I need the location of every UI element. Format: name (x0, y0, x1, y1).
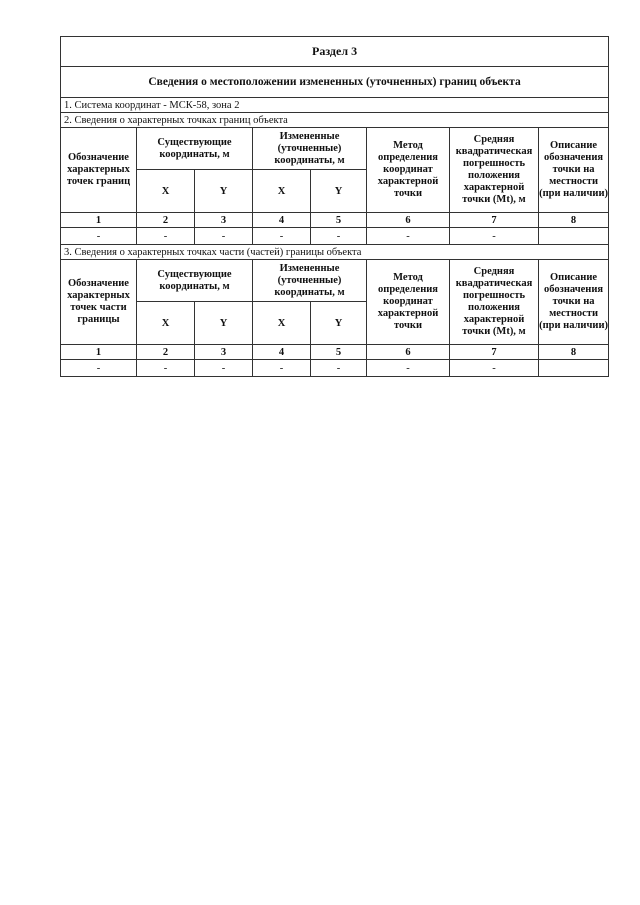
table-cell: - (137, 228, 195, 245)
part2-header-existing-y: Y (195, 302, 253, 345)
part2-header-existing: Существующие координаты, м (137, 260, 253, 302)
table-cell: - (195, 228, 253, 245)
table-cell: - (61, 228, 137, 245)
part2-header-method: Метод определения координат характерной точки (367, 260, 450, 345)
section-subtitle: Сведения о местоположении измененных (уточненных) границ объекта (61, 67, 609, 98)
part1-header-existing: Существующие координаты, м (137, 128, 253, 170)
column-number: 3 (195, 213, 253, 228)
part2-header-existing-x: X (137, 302, 195, 345)
column-number: 7 (450, 213, 539, 228)
part1-column-numbers (61, 213, 609, 228)
table-row (61, 360, 609, 377)
part2-header-changed-y: Y (311, 302, 367, 345)
column-number: 1 (61, 213, 137, 228)
part1-header-designation: Обозначение характерных точек границ (61, 128, 137, 213)
column-number: 3 (195, 345, 253, 360)
table-cell: - (253, 360, 311, 377)
table-cell: - (367, 360, 450, 377)
table-cell: - (367, 228, 450, 245)
part2-header-designation: Обозначение характерных точек части границы (61, 260, 137, 345)
column-number: 4 (253, 345, 311, 360)
part2-column-numbers (61, 345, 609, 360)
part1-heading: 2. Сведения о характерных точках границ объекта (61, 113, 609, 128)
part1-header-changed-x: X (253, 170, 311, 213)
table-cell: - (311, 228, 367, 245)
table-row (61, 228, 609, 245)
coord-system-line: 1. Система координат - МСК-58, зона 2 (61, 98, 609, 113)
part1-header-description: Описание обозначения точки на местности (при наличии) (539, 128, 609, 213)
column-number: 8 (539, 345, 609, 360)
column-number: 8 (539, 213, 609, 228)
column-number: 2 (137, 345, 195, 360)
document-sheet (60, 36, 608, 377)
part2-header-description: Описание обозначения точки на местности (при наличии) (539, 260, 609, 345)
part1-header-changed: Измененные (уточненные) координаты, м (253, 128, 367, 170)
column-number: 2 (137, 213, 195, 228)
section-title: Раздел 3 (61, 37, 609, 67)
part2-header-accuracy: Средняя квадратическая погрешность положения характерной точки (Mt), м (450, 260, 539, 345)
column-number: 4 (253, 213, 311, 228)
part2-header-changed-x: X (253, 302, 311, 345)
part2-heading: 3. Сведения о характерных точках части (частей) границы объекта (61, 245, 609, 260)
column-number: 1 (61, 345, 137, 360)
column-number: 6 (367, 213, 450, 228)
table-cell: - (311, 360, 367, 377)
part1-header-changed-y: Y (311, 170, 367, 213)
section-3-table (60, 36, 609, 377)
table-cell: - (450, 228, 539, 245)
table-cell (539, 228, 609, 245)
part1-header-accuracy: Средняя квадратическая погрешность положения характерной точки (Mt), м (450, 128, 539, 213)
column-number: 5 (311, 345, 367, 360)
column-number: 7 (450, 345, 539, 360)
table-cell: - (253, 228, 311, 245)
table-cell: - (195, 360, 253, 377)
column-number: 5 (311, 213, 367, 228)
part1-header-method: Метод определения координат характерной точки (367, 128, 450, 213)
part1-header-existing-y: Y (195, 170, 253, 213)
part1-header-existing-x: X (137, 170, 195, 213)
column-number: 6 (367, 345, 450, 360)
table-cell: - (450, 360, 539, 377)
table-cell: - (61, 360, 137, 377)
table-cell: - (137, 360, 195, 377)
part2-header-changed: Измененные (уточненные) координаты, м (253, 260, 367, 302)
table-cell (539, 360, 609, 377)
